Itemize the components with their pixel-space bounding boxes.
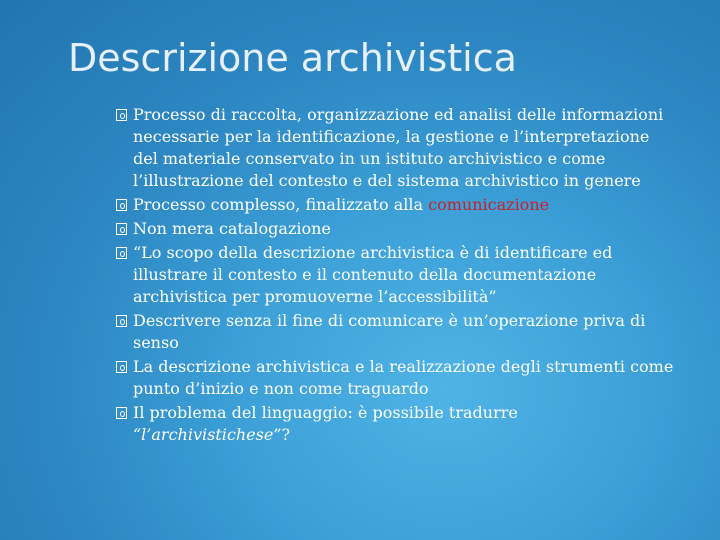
highlight-word: comunicazione (428, 195, 550, 214)
square-bullet-icon (116, 199, 127, 211)
bullet-item-4 (116, 242, 676, 308)
square-bullet-icon (116, 109, 127, 121)
bullet-text: Processo di raccolta, organizzazione ed analisi delle informazioni necessarie per la identificazione, la gestione e l’interpretazione del materiale conservato in un istituto archivistico e come l’illustrazione del contesto e del sistema archivistico in genere (133, 105, 664, 190)
bullet-text: Non mera catalogazione (133, 219, 331, 238)
bullet-text: Il problema del linguaggio: è possibile tradurre (133, 403, 518, 422)
square-bullet-icon (116, 223, 127, 235)
bullet-item-3 (116, 218, 676, 240)
bullet-text: Processo complesso, finalizzato alla (133, 195, 429, 214)
bullet-text: “Lo scopo della descrizione archivistica è di identificare ed illustrare il contesto e il contenuto della documentazione archivistica per promuoverne l’accessibilità” (133, 243, 613, 306)
bullet-tail: ? (281, 425, 291, 444)
bullet-item-2 (116, 194, 676, 216)
bullet-text: La descrizione archivistica e la realizzazione degli strumenti come punto d’inizio e non come traguardo (133, 357, 674, 398)
bullet-item-5 (116, 310, 676, 354)
square-bullet-icon (116, 247, 127, 259)
square-bullet-icon (116, 315, 127, 327)
bullet-text: Descrivere senza il fine di comunicare è un’operazione priva di senso (133, 311, 646, 352)
square-bullet-icon (116, 407, 127, 419)
square-bullet-icon (116, 361, 127, 373)
bullet-item-6 (116, 356, 676, 400)
bullet-item-7 (116, 402, 676, 446)
bullet-list (116, 104, 676, 448)
slide-title: Descrizione archivistica (68, 36, 517, 80)
bullet-item-1 (116, 104, 676, 192)
italic-term: “l’archivistichese” (133, 425, 282, 444)
